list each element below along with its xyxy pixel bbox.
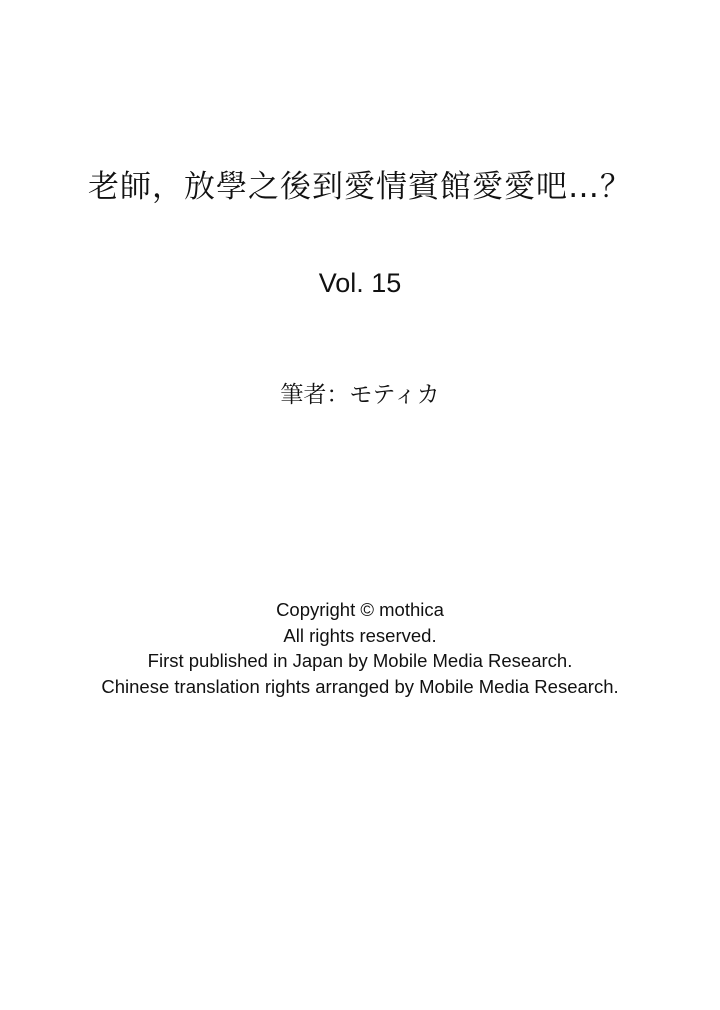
volume-number: Vol. 15 [318, 268, 402, 298]
publication-line: First published in Japan by Mobile Media Research. [147, 650, 573, 671]
work-title: 老師，放學之後到愛情賓館愛愛吧…？ [88, 169, 632, 205]
rights-line: All rights reserved. [283, 624, 437, 646]
copyright-line: Copyright © mothica [276, 599, 444, 620]
translation-rights-line: Chinese translation rights arranged by Mobile Media Research. [101, 675, 619, 697]
author-credit: 筆者：モティカ [280, 382, 440, 408]
copyright-notice [0, 597, 720, 699]
